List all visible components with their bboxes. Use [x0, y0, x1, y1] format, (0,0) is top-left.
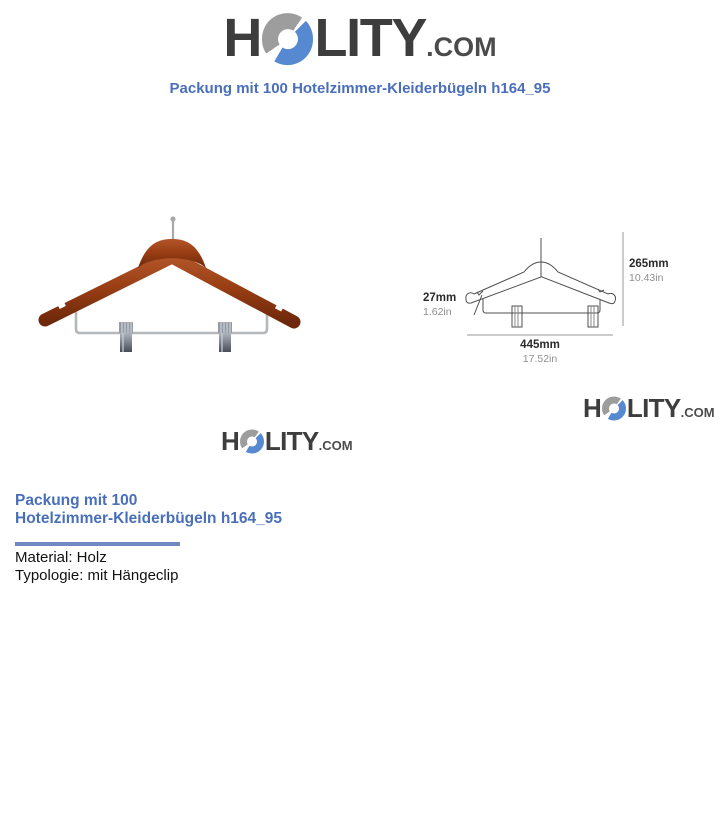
trouser-clip-right	[218, 322, 232, 352]
logo-text-lity: LITY	[314, 8, 427, 68]
drawing-clip-right	[588, 306, 598, 327]
drawing-clip-left	[512, 306, 522, 327]
holity-logo	[583, 395, 715, 421]
logo-text-com: .COM	[680, 405, 715, 420]
watermark-logo-right	[583, 395, 715, 421]
drawing-clip-bar	[483, 299, 600, 313]
logo-text-lity: LITY	[626, 393, 681, 423]
material-row: Material: Holz	[15, 549, 107, 566]
typology-row: Typologie: mit Hängeclip	[15, 567, 179, 584]
logo-text-com: .COM	[318, 438, 353, 453]
dimension-thickness-in: 1.62in	[423, 305, 452, 318]
product-title-line1: Packung mit 100	[15, 492, 138, 509]
dimension-width	[470, 339, 610, 365]
logo-text-lity: LITY	[264, 426, 319, 456]
logo-text-com: .COM	[426, 32, 497, 62]
dimension-width-in: 17.52in	[522, 352, 558, 365]
page-title: Packung mit 100 Hotelzimmer-Kleiderbügeln h164_95	[169, 80, 551, 97]
dimension-thickness	[423, 292, 456, 318]
header-logo-wrap	[0, 8, 720, 68]
dimension-thickness-mm: 27mm	[423, 292, 457, 304]
product-photo-hanger	[32, 210, 312, 360]
clip-bar	[76, 308, 267, 333]
trouser-clip-left	[119, 322, 133, 352]
watermark-logo-left	[221, 428, 353, 454]
logo-swirl-o-icon	[602, 396, 627, 421]
holity-logo	[223, 8, 497, 68]
logo-swirl-o-icon	[262, 13, 313, 64]
holity-logo	[221, 428, 353, 454]
logo-text-h: H	[221, 426, 240, 456]
dimension-height	[629, 258, 669, 284]
logo-swirl-o-icon	[240, 429, 265, 454]
dimension-width-mm: 445mm	[520, 339, 560, 351]
blue-divider	[15, 542, 180, 546]
dimension-height-mm: 265mm	[629, 258, 669, 270]
thickness-tick	[474, 295, 482, 315]
wooden-body	[45, 239, 294, 322]
dimension-height-in: 10.43in	[629, 271, 664, 284]
logo-text-h: H	[223, 8, 262, 68]
product-details	[15, 492, 355, 585]
logo-text-h: H	[583, 393, 602, 423]
product-title-line2: Hotelzimmer-Kleiderbügeln h164_95	[15, 510, 283, 527]
